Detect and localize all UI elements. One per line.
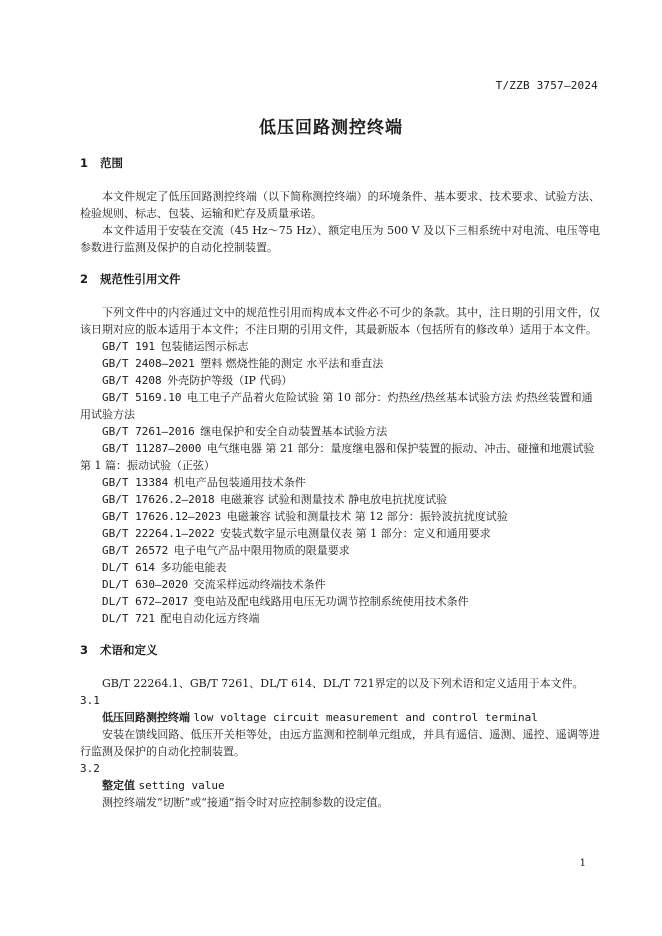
reference-item xyxy=(80,610,600,627)
reference-code: GB/T 5169.10 xyxy=(102,391,182,404)
section-title: 规范性引用文件 xyxy=(100,272,181,286)
reference-item xyxy=(80,372,600,389)
paragraph: 下列文件中的内容通过文中的规范性引用而构成本文件必不可少的条款。其中，注日期的引用文件，仅该日期对应的版本适用于本文件；不注日期的引用文件，其最新版本（包括所有的修改单）适用于本文件。 xyxy=(80,306,600,336)
reference-title: 电气继电器 第 21 部分：量度继电器和保护装置的振动、冲击、碰撞和地震试验 第 1 篇：振动试验（正弦） xyxy=(80,442,595,472)
reference-item xyxy=(80,423,600,440)
reference-code: GB/T 4208 xyxy=(102,374,162,387)
term-name-zh: 整定值 xyxy=(102,779,135,792)
paragraph: GB/T 22264.1、GB/T 7261、DL/T 614、DL/T 721界定的以及下列术语和定义适用于本文件。 xyxy=(102,677,584,690)
reference-item xyxy=(80,559,600,576)
term-name-en: low voltage circuit measurement and control terminal xyxy=(193,711,538,724)
term-number: 3.1 xyxy=(80,694,100,707)
section-number: 1 xyxy=(80,156,89,170)
reference-title: 电子电气产品中限用物质的限量要求 xyxy=(173,544,350,557)
section-heading-normative-references xyxy=(80,270,600,288)
section-heading-scope xyxy=(80,154,600,172)
reference-title: 交流采样远动终端技术条件 xyxy=(193,578,326,591)
term-name xyxy=(80,709,600,726)
reference-code: GB/T 2408—2021 xyxy=(102,357,195,370)
reference-item xyxy=(80,542,600,559)
reference-item xyxy=(80,525,600,542)
section-number: 2 xyxy=(80,272,89,286)
reference-code: GB/T 7261—2016 xyxy=(102,425,195,438)
reference-code: GB/T 17626.12—2023 xyxy=(102,510,222,523)
reference-code: DL/T 630—2020 xyxy=(102,578,189,591)
reference-code: GB/T 22264.1—2022 xyxy=(102,527,215,540)
section-heading-terms-definitions xyxy=(80,641,600,659)
reference-item xyxy=(80,355,600,372)
reference-item xyxy=(80,508,600,525)
reference-code: GB/T 17626.2—2018 xyxy=(102,493,215,506)
section-title: 术语和定义 xyxy=(100,643,158,657)
reference-list xyxy=(80,338,600,627)
reference-item xyxy=(80,474,600,491)
reference-item xyxy=(80,440,600,474)
reference-title: 配电自动化远方终端 xyxy=(160,612,260,625)
term-number: 3.2 xyxy=(80,762,100,775)
reference-title: 塑料 燃烧性能的测定 水平法和垂直法 xyxy=(200,357,384,370)
reference-title: 多功能电能表 xyxy=(160,561,227,574)
paragraph: 本文件规定了低压回路测控终端（以下简称测控终端）的环境条件、基本要求、技术要求、试验方法、检验规则、标志、包装、运输和贮存及质量承诺。 xyxy=(80,190,600,220)
document-title: 低压回路测控终端 xyxy=(259,118,403,138)
standard-code: T/ZZB 3757—2024 xyxy=(495,79,598,92)
reference-title: 安装式数字显示电测量仪表 第 1 部分：定义和通用要求 xyxy=(220,527,491,540)
reference-title: 继电保护和安全自动装置基本试验方法 xyxy=(200,425,388,438)
reference-title: 电磁兼容 试验和测量技术 静电放电抗扰度试验 xyxy=(220,493,448,506)
paragraph: 本文件适用于安装在交流（45 Hz～75 Hz）、额定电压为 500 V 及以下三相系统中对电流、电压等电参数进行监测及保护的自动化控制装置。 xyxy=(80,224,600,254)
term-definition: 安装在馈线回路、低压开关柜等处，由远方监测和控制单元组成，并具有遥信、遥测、遥控、遥调等进行监测及保护的自动化控制装置。 xyxy=(80,728,600,758)
term-name-en: setting value xyxy=(138,779,225,792)
section-title: 范围 xyxy=(100,156,123,170)
reference-title: 变电站及配电线路用电压无功调节控制系统使用技术条件 xyxy=(193,595,469,608)
reference-title: 电工电子产品着火危险试验 第 10 部分：灼热丝/热丝基本试验方法 灼热丝装置和通用试验方法 xyxy=(80,391,593,421)
reference-code: DL/T 672—2017 xyxy=(102,595,189,608)
reference-code: GB/T 191 xyxy=(102,340,155,353)
reference-code: DL/T 721 xyxy=(102,612,155,625)
reference-item xyxy=(80,389,600,423)
page-number: 1 xyxy=(579,858,586,869)
reference-item xyxy=(80,338,600,355)
section-number: 3 xyxy=(80,643,89,657)
term-name xyxy=(80,777,600,794)
reference-title: 外壳防护等级（IP 代码） xyxy=(167,374,293,387)
reference-title: 包装储运图示标志 xyxy=(160,340,249,353)
reference-item xyxy=(80,491,600,508)
reference-code: GB/T 13384 xyxy=(102,476,169,489)
reference-item xyxy=(80,593,600,610)
document-body xyxy=(80,154,600,811)
term-definition: 测控终端发“切断”或“接通”指令时对应控制参数的设定值。 xyxy=(102,796,389,809)
reference-title: 电磁兼容 试验和测量技术 第 12 部分：振铃波抗扰度试验 xyxy=(226,510,508,523)
reference-code: DL/T 614 xyxy=(102,561,155,574)
reference-item xyxy=(80,576,600,593)
reference-code: GB/T 26572 xyxy=(102,544,169,557)
reference-code: GB/T 11287—2000 xyxy=(102,442,202,455)
term-name-zh: 低压回路测控终端 xyxy=(102,711,190,724)
reference-title: 机电产品包装通用技术条件 xyxy=(173,476,306,489)
